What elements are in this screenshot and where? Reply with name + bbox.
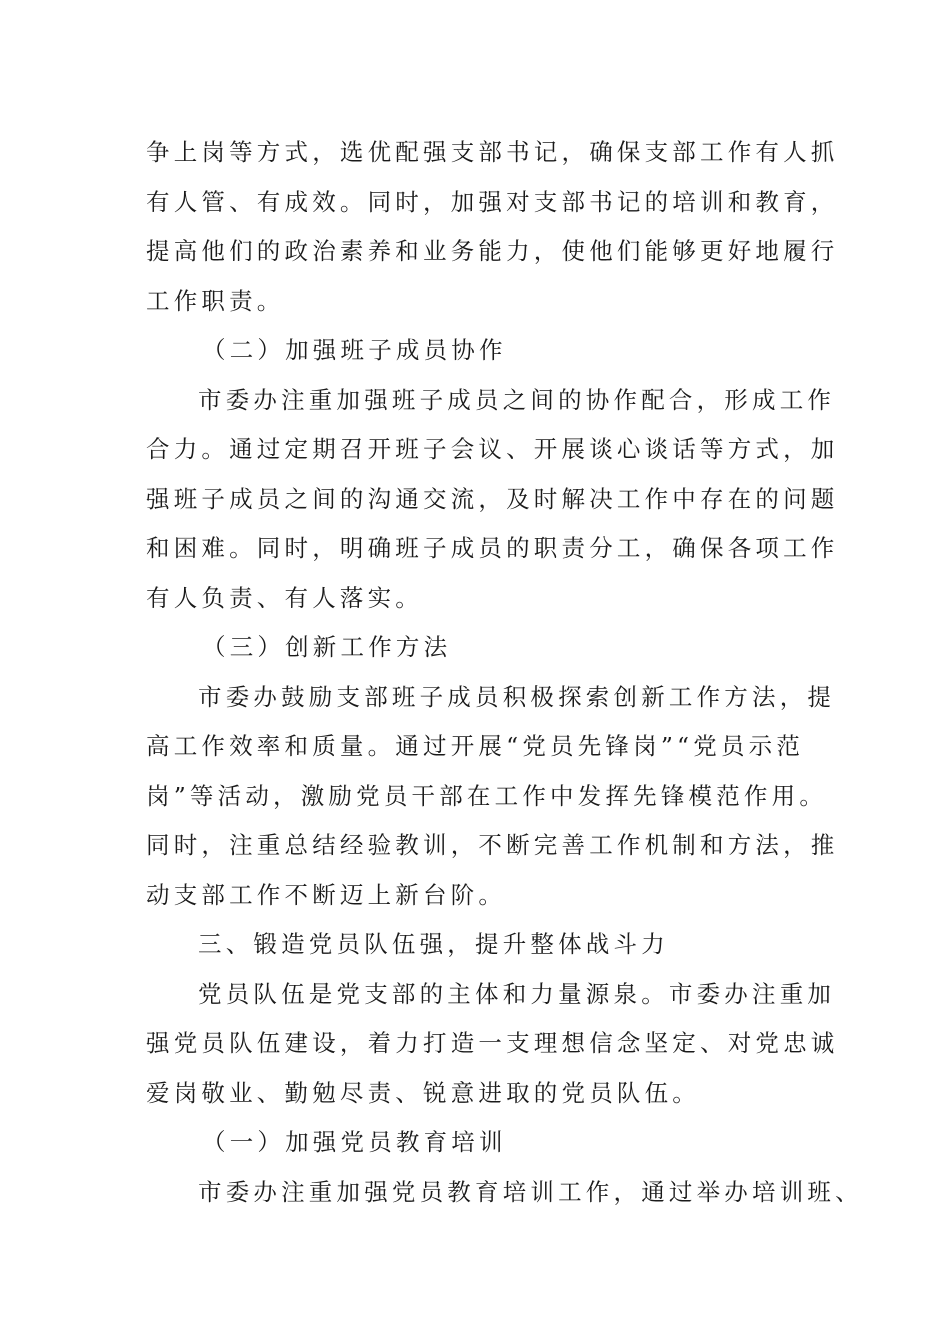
paragraph-line: 党员队伍是党支部的主体和力量源泉。市委办注重加: [198, 979, 836, 1008]
paragraph-line: 市委办鼓励支部班子成员积极探索创新工作方法，提: [198, 682, 836, 711]
paragraph-line: 争上岗等方式，选优配强支部书记，确保支部工作有人抓: [146, 138, 839, 166]
paragraph-line: 工作职责。: [146, 286, 285, 315]
paragraph-line: 爱岗敬业、勤勉尽责、锐意进取的党员队伍。: [146, 1078, 700, 1107]
paragraph-line: 市委办注重加强党员教育培训工作，通过举办培训班、: [198, 1177, 863, 1206]
paragraph-line: 高工作效率和质量。通过开展“党员先锋岗”“党员示范: [146, 732, 805, 760]
section-heading: （三）创新工作方法: [202, 633, 452, 661]
paragraph-line: 岗”等活动，激励党员干部在工作中发挥先锋模范作用。: [146, 781, 828, 810]
paragraph-line: 和困难。同时，明确班子成员的职责分工，确保各项工作: [146, 534, 839, 562]
paragraph-line: 动支部工作不断迈上新台阶。: [146, 880, 507, 909]
paragraph-line: 有人负责、有人落实。: [146, 583, 423, 612]
document-body: [146, 128, 863, 1217]
paragraph-line: 合力。通过定期召开班子会议、开展谈心谈话等方式，加: [146, 435, 839, 463]
section-heading: （一）加强党员教育培训: [202, 1128, 507, 1156]
section-heading: 三、锻造党员队伍强，提升整体战斗力: [198, 930, 669, 958]
section-heading: （二）加强班子成员协作: [202, 336, 507, 364]
paragraph-line: 有人管、有成效。同时，加强对支部书记的培训和教育，: [146, 187, 839, 216]
paragraph-line: 强党员队伍建设，着力打造一支理想信念坚定、对党忠诚: [146, 1029, 839, 1057]
paragraph-line: 强班子成员之间的沟通交流，及时解决工作中存在的问题: [146, 484, 839, 513]
paragraph-line: 同时，注重总结经验教训，不断完善工作机制和方法，推: [146, 831, 839, 859]
paragraph-line: 提高他们的政治素养和业务能力，使他们能够更好地履行: [146, 237, 839, 265]
paragraph-line: 市委办注重加强班子成员之间的协作配合，形成工作: [198, 385, 836, 414]
